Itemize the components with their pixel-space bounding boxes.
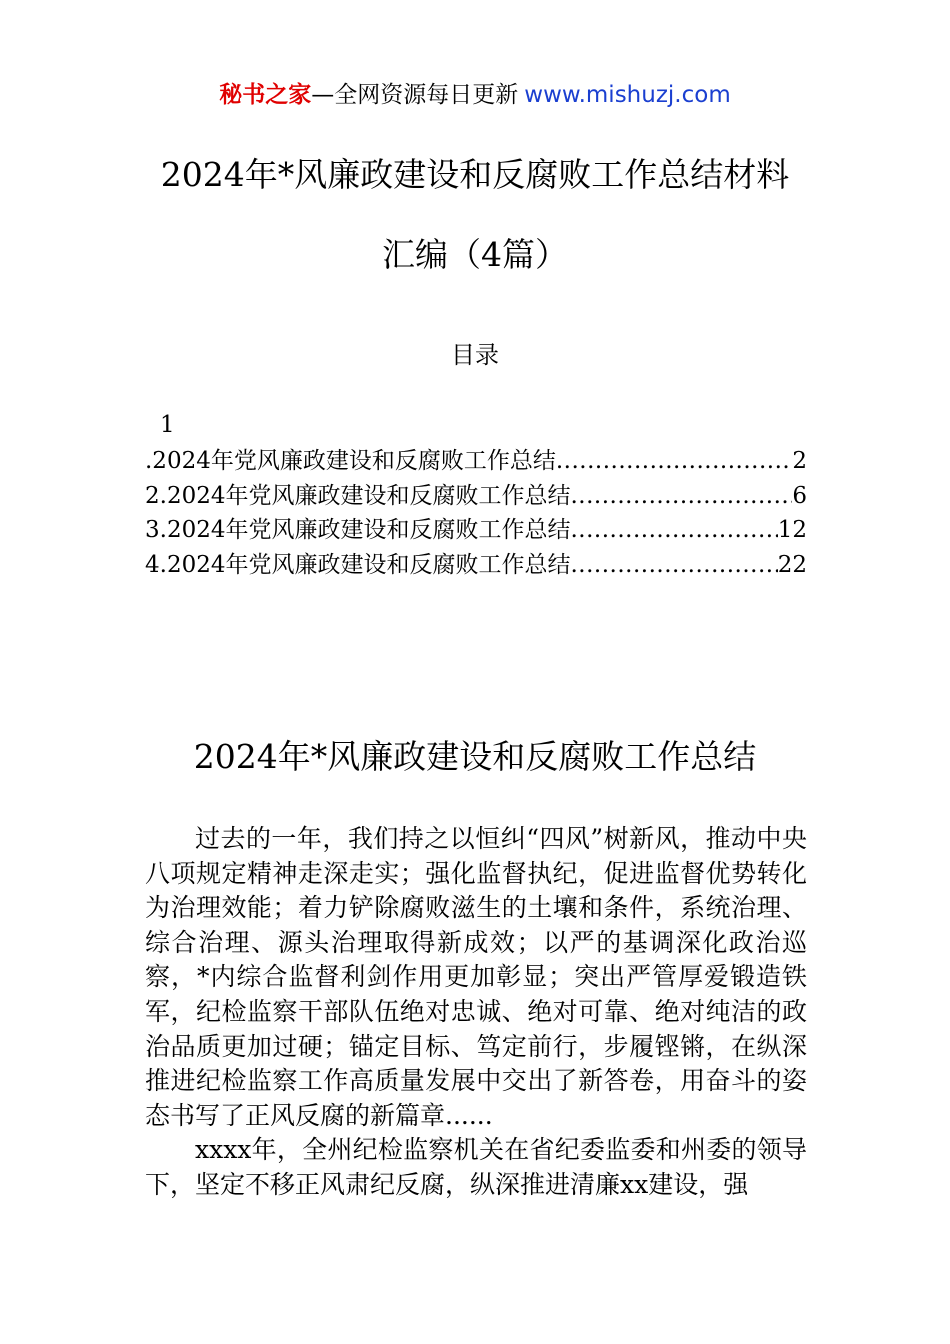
document-title (0, 150, 950, 280)
toc-entry-2[interactable] (145, 479, 807, 514)
toc-first-item-number: 1 (160, 412, 175, 438)
body-paragraph-2: xxxx年，全州纪检监察机关在省纪委监委和州委的领导下，坚定不移正风肃纪反腐，纵深推进清廉xx建设，强 (145, 1135, 807, 1199)
site-tagline: —全网资源每日更新 (311, 82, 519, 108)
table-of-contents (145, 444, 807, 582)
toc-entry-4[interactable] (145, 548, 807, 583)
site-header (0, 78, 950, 112)
toc-heading: 目录 (451, 341, 499, 369)
toc-dot-leader (570, 479, 792, 514)
document-title-line-2: 汇编（4篇） (382, 235, 568, 274)
section-body (145, 822, 807, 1203)
toc-entry-label: 4.2024年党风廉政建设和反腐败工作总结 (145, 551, 571, 578)
toc-dot-leader (570, 513, 777, 548)
toc-entry-3[interactable] (145, 513, 807, 548)
toc-entry-page: 6 (792, 482, 807, 509)
toc-dot-leader (556, 444, 793, 479)
toc-entry-1[interactable] (145, 444, 807, 479)
toc-entry-page: 2 (792, 448, 807, 474)
document-title-line-1: 2024年*风廉政建设和反腐败工作总结材料 (160, 155, 790, 194)
toc-entry-page: 12 (777, 517, 807, 543)
toc-entry-page: 22 (777, 551, 807, 578)
toc-dot-leader (570, 548, 777, 583)
toc-entry-label: .2024年党风廉政建设和反腐败工作总结 (145, 448, 556, 474)
toc-entry-label: 3.2024年党风廉政建设和反腐败工作总结 (145, 517, 571, 543)
site-brand: 秘书之家 (219, 82, 312, 108)
site-url-link[interactable]: www.mishuzj.com (524, 82, 731, 108)
toc-entry-label: 2.2024年党风廉政建设和反腐败工作总结 (145, 482, 571, 509)
section-title: 2024年*风廉政建设和反腐败工作总结 (193, 737, 757, 776)
body-paragraph-1: 过去的一年，我们持之以恒纠“四风”树新风，推动中央八项规定精神走深走实；强化监督执纪，促进监督优势转化为治理效能；着力铲除腐败滋生的土壤和条件，系统治理、综合治理、源头治理取得新成效；以严的基调深化政治巡察，*内综合监督利剑作用更加彰显；突出严管厚爱锻造铁军，纪检监察干部队伍绝对忠诚、绝对可靠、绝对纯洁的政治品质更加过硬；锚定目标、笃定前行，步履铿锵，在纵深推进纪检监察工作高质量发展中交出了新答卷，用奋斗的姿态书写了正风反腐的新篇章...... (145, 824, 807, 1130)
